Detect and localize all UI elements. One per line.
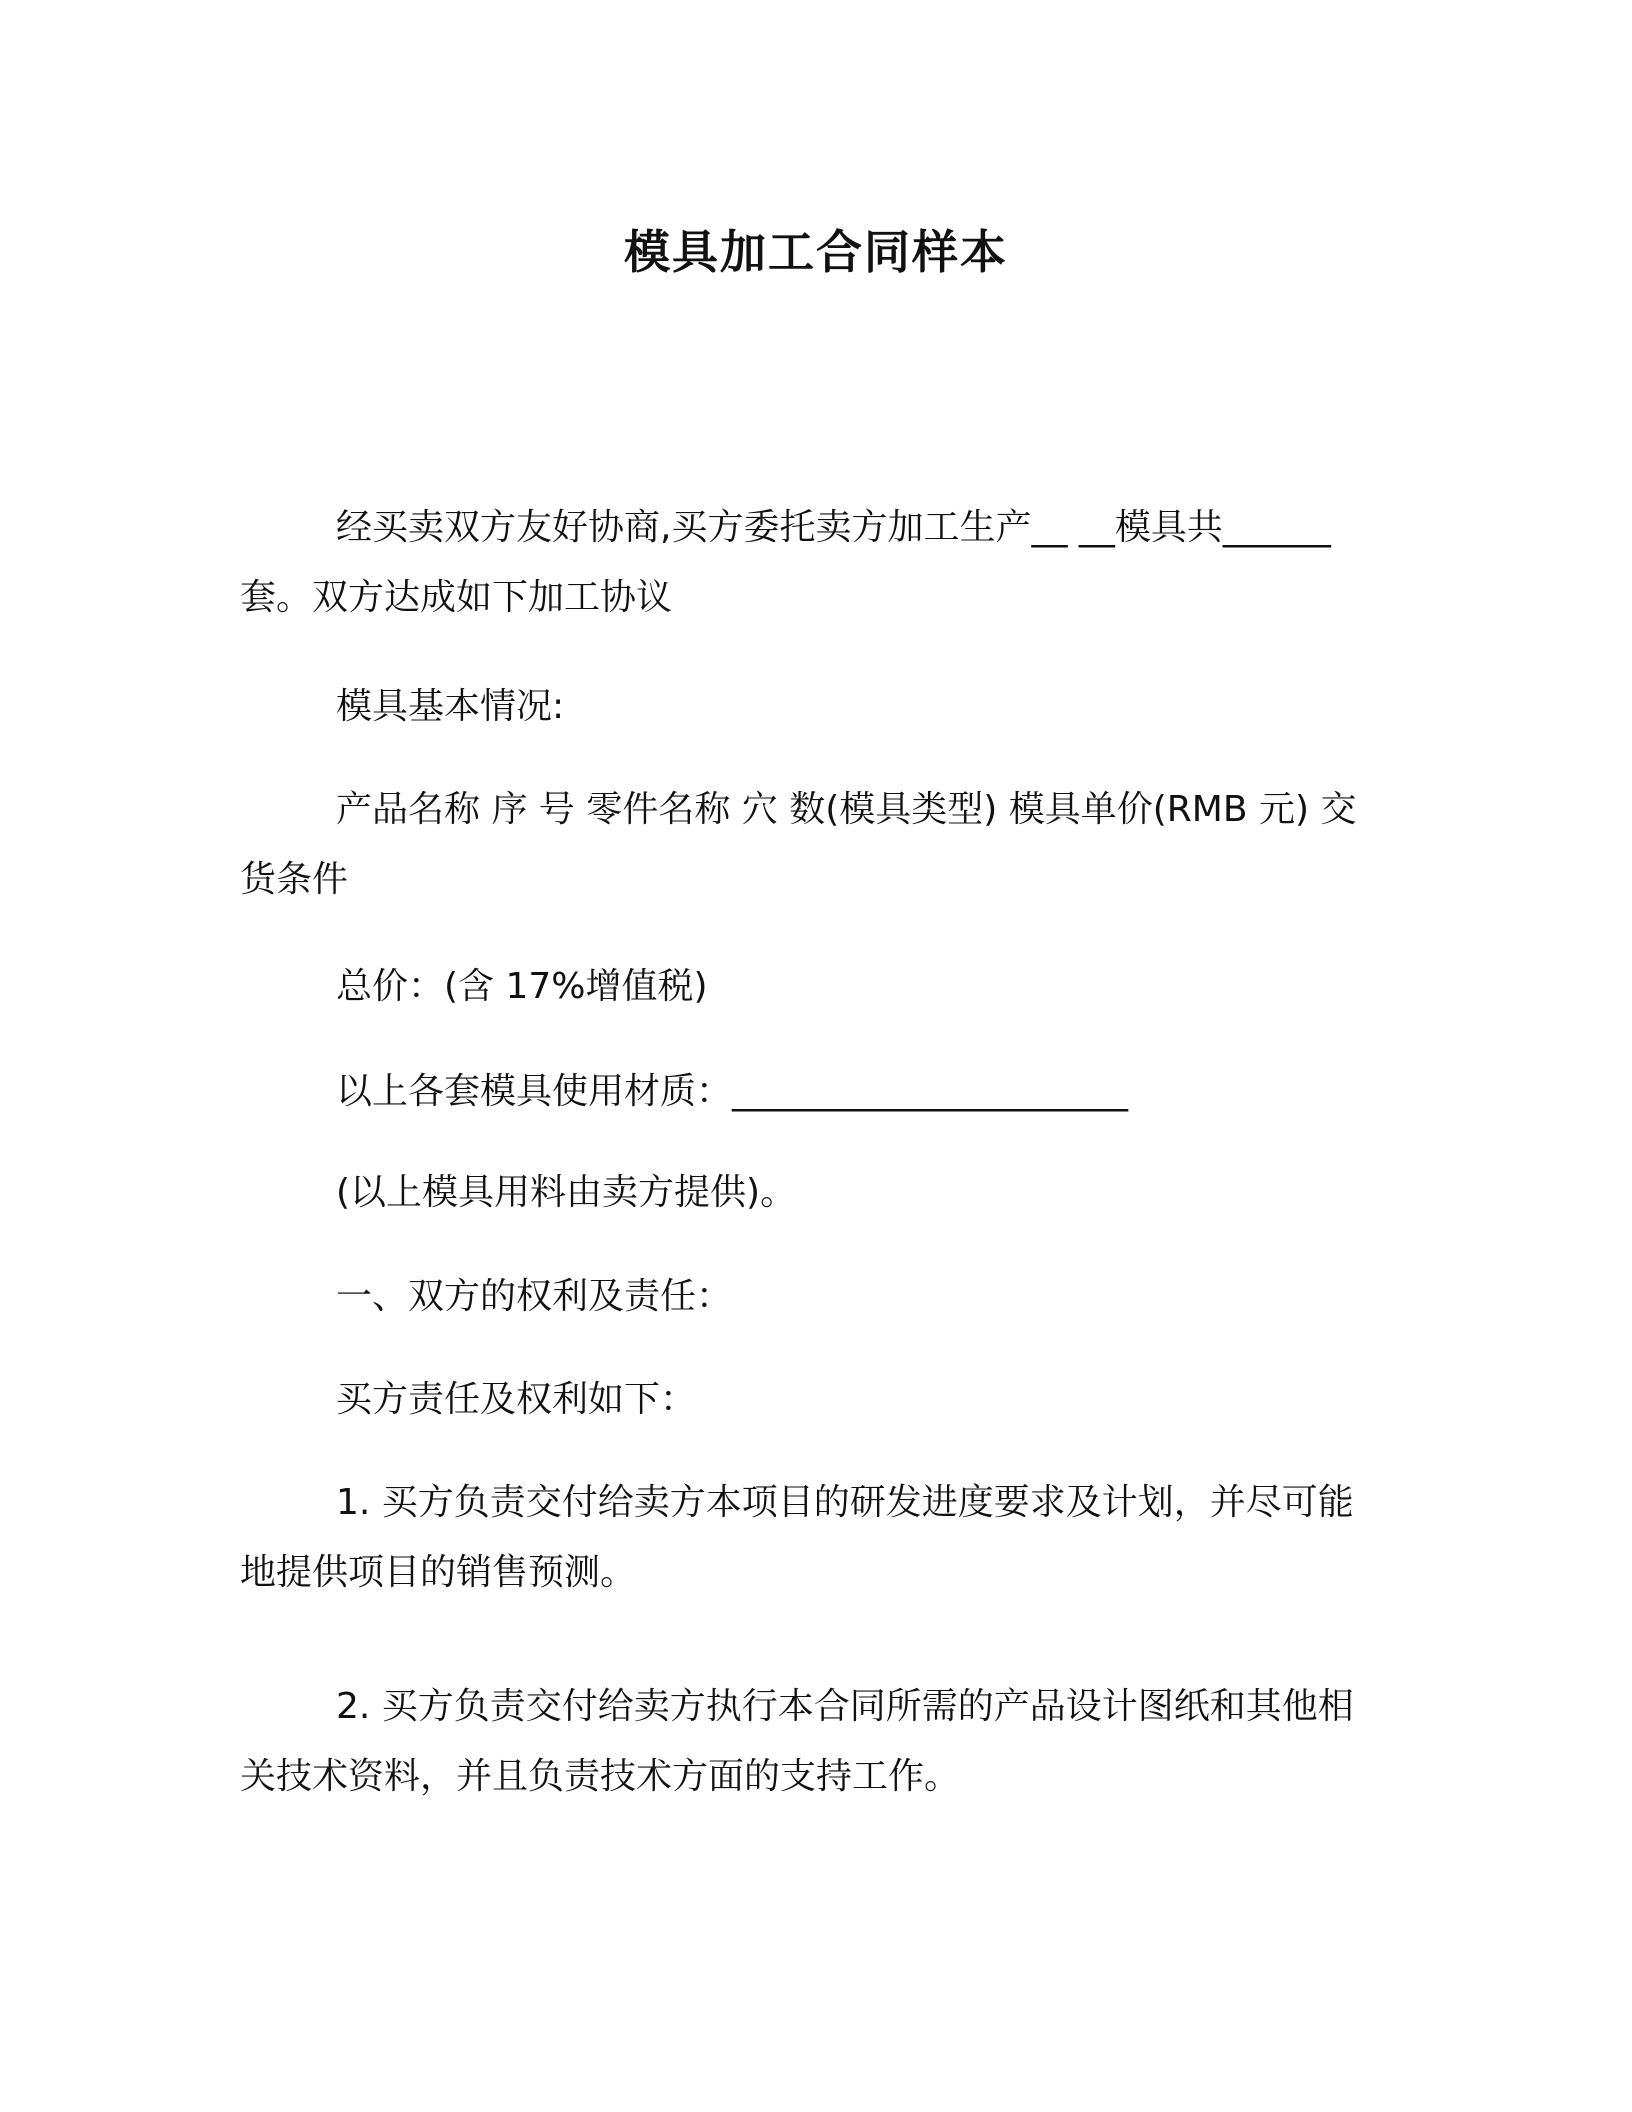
paragraph-mold-basics: 模具基本情况: — [336, 686, 565, 727]
list-item-2: 2. 买方负责交付给卖方执行本合同所需的产品设计图纸和其他相关技术资料，并且负责技术方面的支持工作。 — [240, 1686, 1354, 1797]
paragraph-material: 以上各套模具使用材质：______________________ — [336, 1071, 1129, 1112]
paragraph-product-columns: 产品名称 序 号 零件名称 穴 数(模具类型) 模具单价(RMB 元) 交货条件 — [240, 789, 1357, 900]
paragraph-total-price: 总价：(含 17%增值税) — [336, 966, 708, 1007]
paragraph-material-note: (以上模具用料由卖方提供)。 — [336, 1172, 797, 1213]
list-item-1: 1. 买方负责交付给卖方本项目的研发进度要求及计划，并尽可能地提供项目的销售预测。 — [240, 1482, 1354, 1593]
paragraph-intro: 经买卖双方友好协商,买方委托卖方加工生产__ __模具共______套。双方达成如下加工协议 — [240, 507, 1331, 618]
document-title: 模具加工合同样本 — [624, 225, 1008, 279]
section-heading-rights: 一、双方的权利及责任： — [336, 1276, 733, 1317]
paragraph-buyer-rights: 买方责任及权利如下： — [336, 1379, 697, 1420]
